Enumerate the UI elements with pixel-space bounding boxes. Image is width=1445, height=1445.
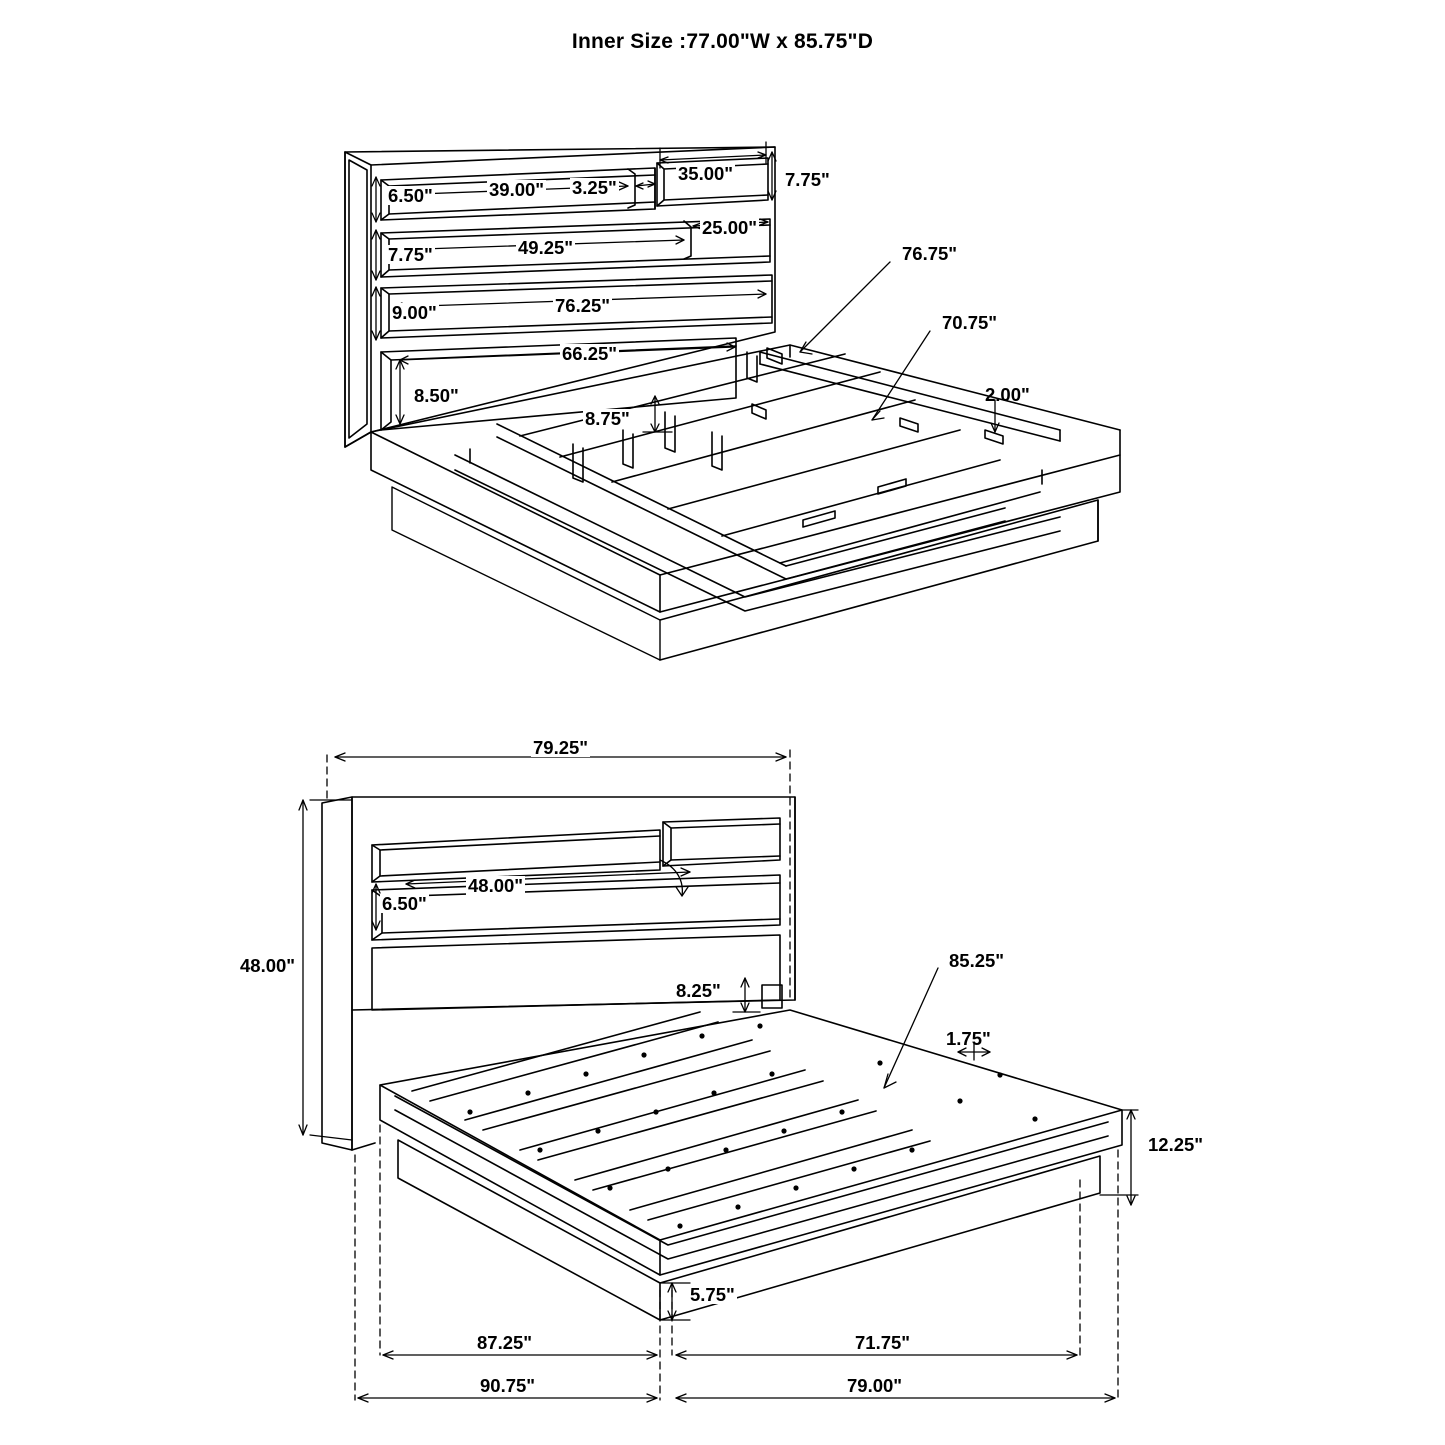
dim-label-1-75: 1.75" xyxy=(946,1028,991,1049)
dim-label-48-00-height: 48.00" xyxy=(240,955,296,976)
dim-label-6-50-top: 6.50" xyxy=(388,185,433,206)
dim-label-71-75: 71.75" xyxy=(855,1332,911,1353)
dim-label-49-25: 49.25" xyxy=(518,237,574,258)
dim-label-8-75: 8.75" xyxy=(585,408,630,429)
dim-label-25-00: 25.00" xyxy=(702,217,758,238)
dim-label-70-75: 70.75" xyxy=(942,312,998,333)
dim-label-8-25: 8.25" xyxy=(676,980,721,1001)
dim-label-7-75-right: 7.75" xyxy=(785,169,830,190)
dim-label-6-50-side: 6.50" xyxy=(382,893,427,914)
dim-label-5-75: 5.75" xyxy=(690,1284,735,1305)
dim-label-66-25: 66.25" xyxy=(562,343,618,364)
side-view-geometry xyxy=(322,797,1122,1320)
dim-label-87-25: 87.25" xyxy=(477,1332,533,1353)
perspective-view-dimensions xyxy=(372,142,999,432)
dim-label-2-00: 2.00" xyxy=(985,384,1030,405)
dim-label-35-00: 35.00" xyxy=(678,163,734,184)
dim-label-39-00: 39.00" xyxy=(489,179,545,200)
dim-label-3-25: 3.25" xyxy=(572,177,617,198)
dim-label-12-25: 12.25" xyxy=(1148,1134,1204,1155)
dim-label-9-00: 9.00" xyxy=(392,302,437,323)
dim-label-79-25: 79.25" xyxy=(533,737,589,758)
dim-label-8-50: 8.50" xyxy=(414,385,459,406)
dim-label-76-75: 76.75" xyxy=(902,243,958,264)
dim-label-7-75-left: 7.75" xyxy=(388,244,433,265)
page-title: Inner Size :77.00"W x 85.75"D xyxy=(571,30,874,53)
dim-label-90-75: 90.75" xyxy=(480,1375,536,1396)
dim-label-76-25: 76.25" xyxy=(555,295,611,316)
dim-label-85-25: 85.25" xyxy=(949,950,1005,971)
dim-label-48-00-width: 48.00" xyxy=(468,875,524,896)
dim-label-79-00: 79.00" xyxy=(847,1375,903,1396)
